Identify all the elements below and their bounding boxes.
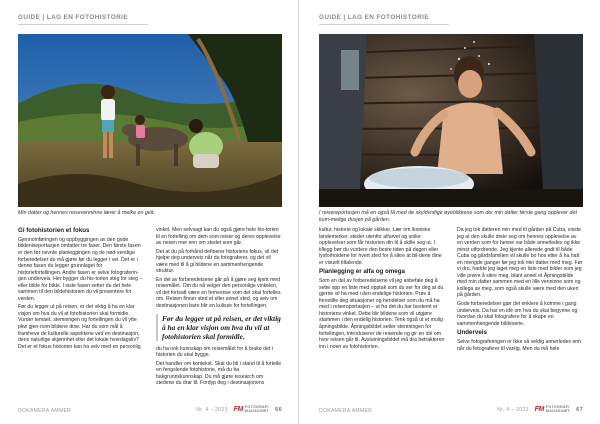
- paragraph: du ha nok kunnskap om reisemålet for å bruke det i historien du skal bygge.: [156, 345, 273, 359]
- page-header: [18, 14, 148, 25]
- page-footer: [319, 406, 583, 416]
- right-page: [301, 0, 599, 424]
- paragraph: Som en del av forberedelsene vil jeg anbefale deg å sette opp en liste med opptak som du ser for deg at du gjerne vil ha med i den endelige historien. Prøv å forestille deg situasjoner og hendelser som du må ha med i reiseroportasjen – ut fra det du har bestemt er historiens vinkel. Dette blir bildene som vil utgjøre stammen i den endelig historien. Tenk også ut et mulig åpningsbilde. Åpningsbildet setter stemningen for fortellingen, introduserer de reisende og gir en idé om hvor reisen går til. Avslutningsbildet må dra betrakteren inn i noen av fotohistorien.: [319, 278, 445, 350]
- paragraph: kultur, historie og lokale skikker. Lær om ikoniske landemerker, steder utenfor alfarvei og unike opplevelser som får historien din til å skille seg ut. I tillegg bør du vurdere den beste tiden på dagen eller lysforholdene for hvert sted for å sikre at bil-dene dine er visuelt tiltalende.: [319, 227, 442, 266]
- section-heading: Gi fotohistorien et fokus: [18, 227, 90, 234]
- section-heading: Planlegging er alfa og omega: [319, 268, 405, 276]
- paragraph: Det handler om kontekst. Skal du bli i stand til å fortelle en fengslende fotohistorie, må du ha bakgrunnskunnskap. Du må gjøre research om stedene du drar til. Fordyp deg i destinasjonens: [156, 360, 282, 387]
- left-page: [0, 0, 299, 424]
- paragraph: En del av forberedelsene går på å gjøre seg kjent med reisemålet. Om du nå velger den personlige vinkelen, vil det fortsatt være en fernesnse som det skal fortelles om. Reisen finner sted et eller annet sted, og selv om destinasjonen bare blir en kulisse for fortellingen,: [156, 276, 281, 310]
- page-number: 67: [576, 406, 583, 413]
- footer-meta: [497, 406, 583, 414]
- column-2: [457, 227, 583, 354]
- logo-mark: FM: [534, 406, 544, 414]
- paragraph: vinkel. Men selvsagt kan du også gjøre hele his-torien til en fortelling om dem som reiser og deres opplevelse av reisen mer enn om stedet som går.: [156, 227, 281, 247]
- footer-meta: [196, 406, 282, 414]
- magazine-logo: [234, 406, 270, 414]
- magazine-logo: [535, 406, 571, 414]
- issue-number: Nr. 4 – 2023: [196, 406, 228, 413]
- issue-number: Nr. 4 – 2023: [497, 406, 529, 413]
- paragraph: Det at du på forhånd definerer historiens fokus, vil det hjelpe deg underveis når du fotograferer, og det vil være med til å gi bildene en sammenhengende struktur.: [156, 248, 279, 275]
- shower-photo: [319, 34, 583, 207]
- logo-line-1: FOTOGRAFI: [244, 405, 269, 409]
- pull-quote: Før du legger ut på reisen, er det viktig å ha en klar visjon om hva du vil at fotohistorien skal formidle.: [156, 314, 282, 341]
- footer-brand: DOKAMERA AMMER: [319, 408, 373, 414]
- column-1: [18, 227, 144, 389]
- paragraph: Før du legger ut på reisen, er det viktig å ha en klar visjon om hva du vil at fotohistorien skal formidle. Vurder temaet, stemningen og fortellingen du vil ytte pkw gjen-nom bildene dine. Har du som mål å framheve de kulturelle aspektene ved en destinasjon, dens naturlige skjønnhet eller det lokale hverdagsliv? Det er et fokus historien kan ha selv med en personlig: [18, 304, 141, 350]
- photo-caption: I reisereportasjen må en også få med de skyldvisfige øyeblikkene som der min datter første gang opplever det kum-melige dusjen på gården.: [319, 210, 577, 223]
- logo-text: [546, 406, 570, 414]
- column-1: [319, 227, 445, 354]
- paragraph: Selve fotograferingen er ikke så veldig annerledes enn når du fotograferer til vanlig. Men du må hele: [457, 339, 582, 352]
- logo-line-2: MAGASINET: [244, 408, 270, 413]
- goat-milking-photo: [18, 34, 282, 207]
- article-columns: [319, 227, 583, 354]
- page-footer: [18, 406, 282, 416]
- section-heading: Underveis: [457, 329, 487, 337]
- page-number: 66: [275, 406, 282, 413]
- logo-line-1: FOTOGRAFI: [545, 405, 570, 409]
- section-label: GUIDE | LAG EN FOTOHISTORIE: [18, 14, 128, 21]
- paragraph: Gjennomføringen og oppbyggingen av den gode bildeniseportasjen omfatter tre faser. Den første fasen er den før nevnte planleggingen og de nød-vendige forberedelser du må gjøre før du legger i vei. Det er i denne fasen du legger grunnlaget for historiefortellingen. Andre fasen er selve fotograferin-gen underveis. Her bygger du his-torien steg for steg – eller bilde for bilde. I siste fasen setter du det hele sammen til den bildehistorien du vil presentere for verden.: [18, 236, 143, 302]
- footer-brand: DOKAMERA AMMER: [18, 408, 72, 414]
- column-2: [156, 227, 282, 389]
- photo-caption: Min datter og hennes reisevenninne lærer å melke en geit.: [18, 210, 155, 216]
- page-header: [319, 14, 449, 25]
- logo-line-2: MAGASINET: [545, 408, 571, 413]
- header-rule: [18, 24, 148, 25]
- header-rule: [319, 24, 449, 25]
- paragraph: Da jeg tok datteren min med til gården på Cuba, visste jeg at den skulle dreie seg om hennes opplevelse av en verden som for henne var både annerledes og ikke minst utfordrende. Jeg kjente allerede godt til både Cuba og gårdsfamilien vil skulle bo hos etter å ha hatt en mengde ganger før jeg tok min datter med meg. Før vi dro, hadde jeg laget meg en liste med bilder som jeg ville prøve å sikre meg, blant annet et Åpningsbilde med min datter sammen med en lille venninne som og kollega av meg, som også skulle være med den uken på gården.: [457, 227, 583, 299]
- logo-mark: FM: [233, 406, 243, 414]
- logo-text: [245, 406, 269, 414]
- article-columns: [18, 227, 282, 389]
- paragraph: Gode forberedelser gjør det enklere å komme i gang underveis. Da har en idé om hva du skal begynne og hvordan du skal fotografere for å skape en sammenhengende bildeserie.: [457, 301, 578, 327]
- section-label: GUIDE | LAG EN FOTOHISTORIE: [319, 14, 429, 21]
